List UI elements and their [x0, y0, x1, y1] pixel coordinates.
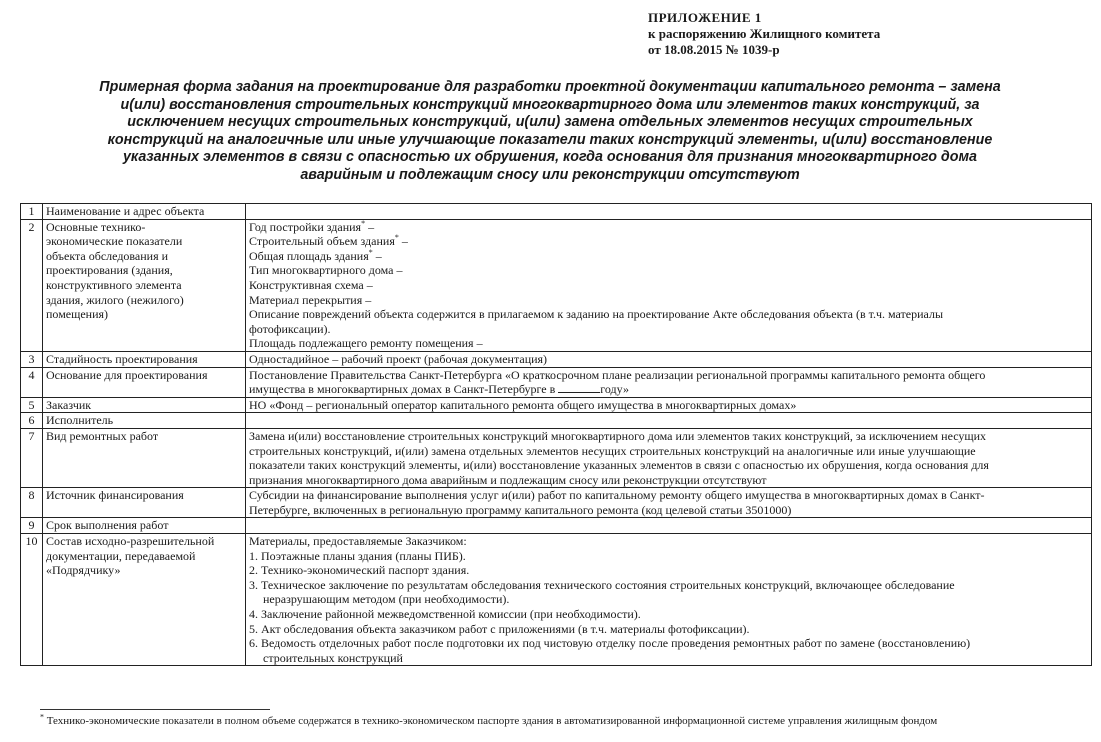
task-table: [20, 203, 1092, 666]
appendix-title: ПРИЛОЖЕНИЕ 1: [648, 10, 762, 25]
label-line: проектирования (здания,: [46, 263, 173, 278]
indicator-scheme: Конструктивная схема –: [249, 277, 373, 292]
row-value: [246, 518, 1092, 534]
value-line: 3. Техническое заключение по результатам обследования технического состояния строительных конструкций, включающее обследование: [249, 577, 955, 592]
basis-line: имущества в многоквартирных домах в Санкт-Петербурге в году»: [249, 382, 629, 397]
row-label: Заказчик: [43, 397, 246, 413]
basis-line: Постановление Правительства Санкт-Петербурга «О краткосрочном плане реализации региональной программы капитального ремонта общего: [249, 367, 986, 382]
row-number: 7: [21, 428, 43, 487]
label-line: документации, передаваемой: [46, 548, 196, 563]
value-line: Субсидии на финансирование выполнения услуг и(или) работ по капитальному ремонту общего имущества в многоквартирных домах в Санкт-: [249, 488, 985, 503]
document-title: [10, 79, 1090, 185]
footnote-divider: [40, 709, 270, 710]
row-number: 4: [21, 367, 43, 397]
row-label: Источник финансирования: [43, 488, 246, 518]
label-line: здания, жилого (нежилого): [46, 292, 184, 307]
row-value: [246, 413, 1092, 429]
table-row: [21, 351, 1092, 367]
value-line: 4. Заключение районной межведомственной комиссии (при необходимости).: [249, 607, 641, 622]
row-label: [43, 219, 246, 351]
row-number: 6: [21, 413, 43, 429]
value-line: 5. Акт обследования объекта заказчиком работ с приложениями (в т.ч. материалы фотофиксации).: [249, 621, 750, 636]
damage-description-cont: фотофиксации).: [249, 321, 331, 336]
table-row: [21, 397, 1092, 413]
indicator-area: Общая площадь здания* –: [249, 247, 382, 263]
appendix-reference: к распоряжению Жилищного комитета: [648, 26, 881, 41]
row-number: 1: [21, 204, 43, 220]
row-value: Одностадийное – рабочий проект (рабочая документация): [246, 351, 1092, 367]
footnote-mark: *: [40, 712, 44, 722]
repair-area: Площадь подлежащего ремонту помещения –: [249, 336, 483, 351]
row-value: [246, 367, 1092, 397]
value-line: строительных конструкций, и(или) замена отдельных элементов несущих строительных конструкций на аналогичные или иные улучшающие: [249, 443, 976, 458]
row-label: Наименование и адрес объекта: [43, 204, 246, 220]
label-line: «Подрядчику»: [46, 563, 121, 578]
row-label: Исполнитель: [43, 413, 246, 429]
indicator-volume: Строительный объем здания* –: [249, 233, 408, 249]
label-line: Основные технико-: [46, 219, 146, 234]
table-row: [21, 518, 1092, 534]
value-line: показатели таких конструкций элементы, и(или) восстановление указанных элементов в связи с опасностью их обрушения, когда основания для: [249, 458, 989, 473]
row-number: 2: [21, 219, 43, 351]
table-row: [21, 534, 1092, 666]
indicator-type: Тип многоквартирного дома –: [249, 263, 403, 278]
row-label: Основание для проектирования: [43, 367, 246, 397]
value-line: Материалы, предоставляемые Заказчиком:: [249, 534, 467, 549]
row-number: 3: [21, 351, 43, 367]
row-value: НО «Фонд – региональный оператор капитального ремонта общего имущества в многоквартирных домах»: [246, 397, 1092, 413]
table-row: [21, 428, 1092, 487]
table-row: [21, 488, 1092, 518]
table-row: [21, 219, 1092, 351]
row-value: [246, 204, 1092, 220]
row-number: 8: [21, 488, 43, 518]
title-line: конструкций на аналогичные или иные улучшающие показатели таких конструкций элементы, и(или) восстановление: [107, 131, 993, 148]
title-line: Примерная форма задания на проектирование для разработки проектной документации капитального ремонта – замена: [99, 79, 1001, 95]
row-number: 10: [21, 534, 43, 666]
value-line: 2. Технико-экономический паспорт здания.: [249, 563, 470, 578]
label-line: конструктивного элемента: [46, 277, 182, 292]
row-number: 9: [21, 518, 43, 534]
table-row: [21, 367, 1092, 397]
row-value: [246, 428, 1092, 487]
appendix-date-number: от 18.08.2015 № 1039-р: [648, 42, 780, 57]
table-row: [21, 413, 1092, 429]
label-line: экономические показатели: [46, 234, 183, 249]
footnote: [40, 712, 938, 728]
damage-description: Описание повреждений объекта содержится в прилагаемом к заданию на проектирование Акте обследования объекта (в т.ч. материалы: [249, 307, 944, 322]
value-line: 1. Поэтажные планы здания (планы ПИБ).: [249, 548, 466, 563]
label-line: объекта обследования и: [46, 248, 169, 263]
indicator-year: Год постройки здания* –: [249, 218, 375, 234]
row-label: Стадийность проектирования: [43, 351, 246, 367]
row-number: 5: [21, 397, 43, 413]
table-row: [21, 204, 1092, 220]
row-label: [43, 534, 246, 666]
title-line: аварийным и подлежащим сносу или реконструкции отсутствуют: [300, 166, 800, 183]
label-line: Состав исходно-разрешительной: [46, 534, 215, 549]
value-line: признания многоквартирного дома аварийным и подлежащим сносу или реконструкции отсутствуют: [249, 472, 767, 487]
title-line: указанных элементов в связи с опасностью их обрушения, когда основания для признания многоквартирного дома: [122, 149, 978, 166]
row-label: Вид ремонтных работ: [43, 428, 246, 487]
value-line: Замена и(или) восстановление строительных конструкций многоквартирного дома или элементов таких конструкций, за исключением несущих: [249, 428, 987, 443]
year-blank: [558, 382, 600, 393]
appendix-header: [648, 10, 880, 58]
footnote-text: Технико-экономические показатели в полном объеме содержатся в технико-экономическом паспорте здания в автоматизированной информационной системе управления жилищным фондом: [44, 715, 938, 727]
value-line: строительных конструкций: [263, 650, 403, 665]
row-value: [246, 219, 1092, 351]
row-value: [246, 488, 1092, 518]
indicator-material: Материал перекрытия –: [249, 292, 372, 307]
title-line: исключением несущих строительных конструкций, и(или) замена отдельных элементов несущих строительных: [127, 114, 973, 131]
row-value: [246, 534, 1092, 666]
row-label: Срок выполнения работ: [43, 518, 246, 534]
label-line: помещения): [46, 307, 109, 322]
value-line: Петербурге, включенных в региональную программу капитального ремонта (код целевой статьи 3501000): [249, 502, 792, 517]
title-line: и(или) восстановления строительных конструкций многоквартирного дома или элементов таких конструкций, за: [120, 96, 980, 113]
value-line: неразрушающим методом (при необходимости).: [263, 592, 510, 607]
value-line: 6. Ведомость отделочных работ после подготовки их под чистовую отделку после проведения ремонтных работ по замене (восстановлению): [249, 636, 971, 651]
